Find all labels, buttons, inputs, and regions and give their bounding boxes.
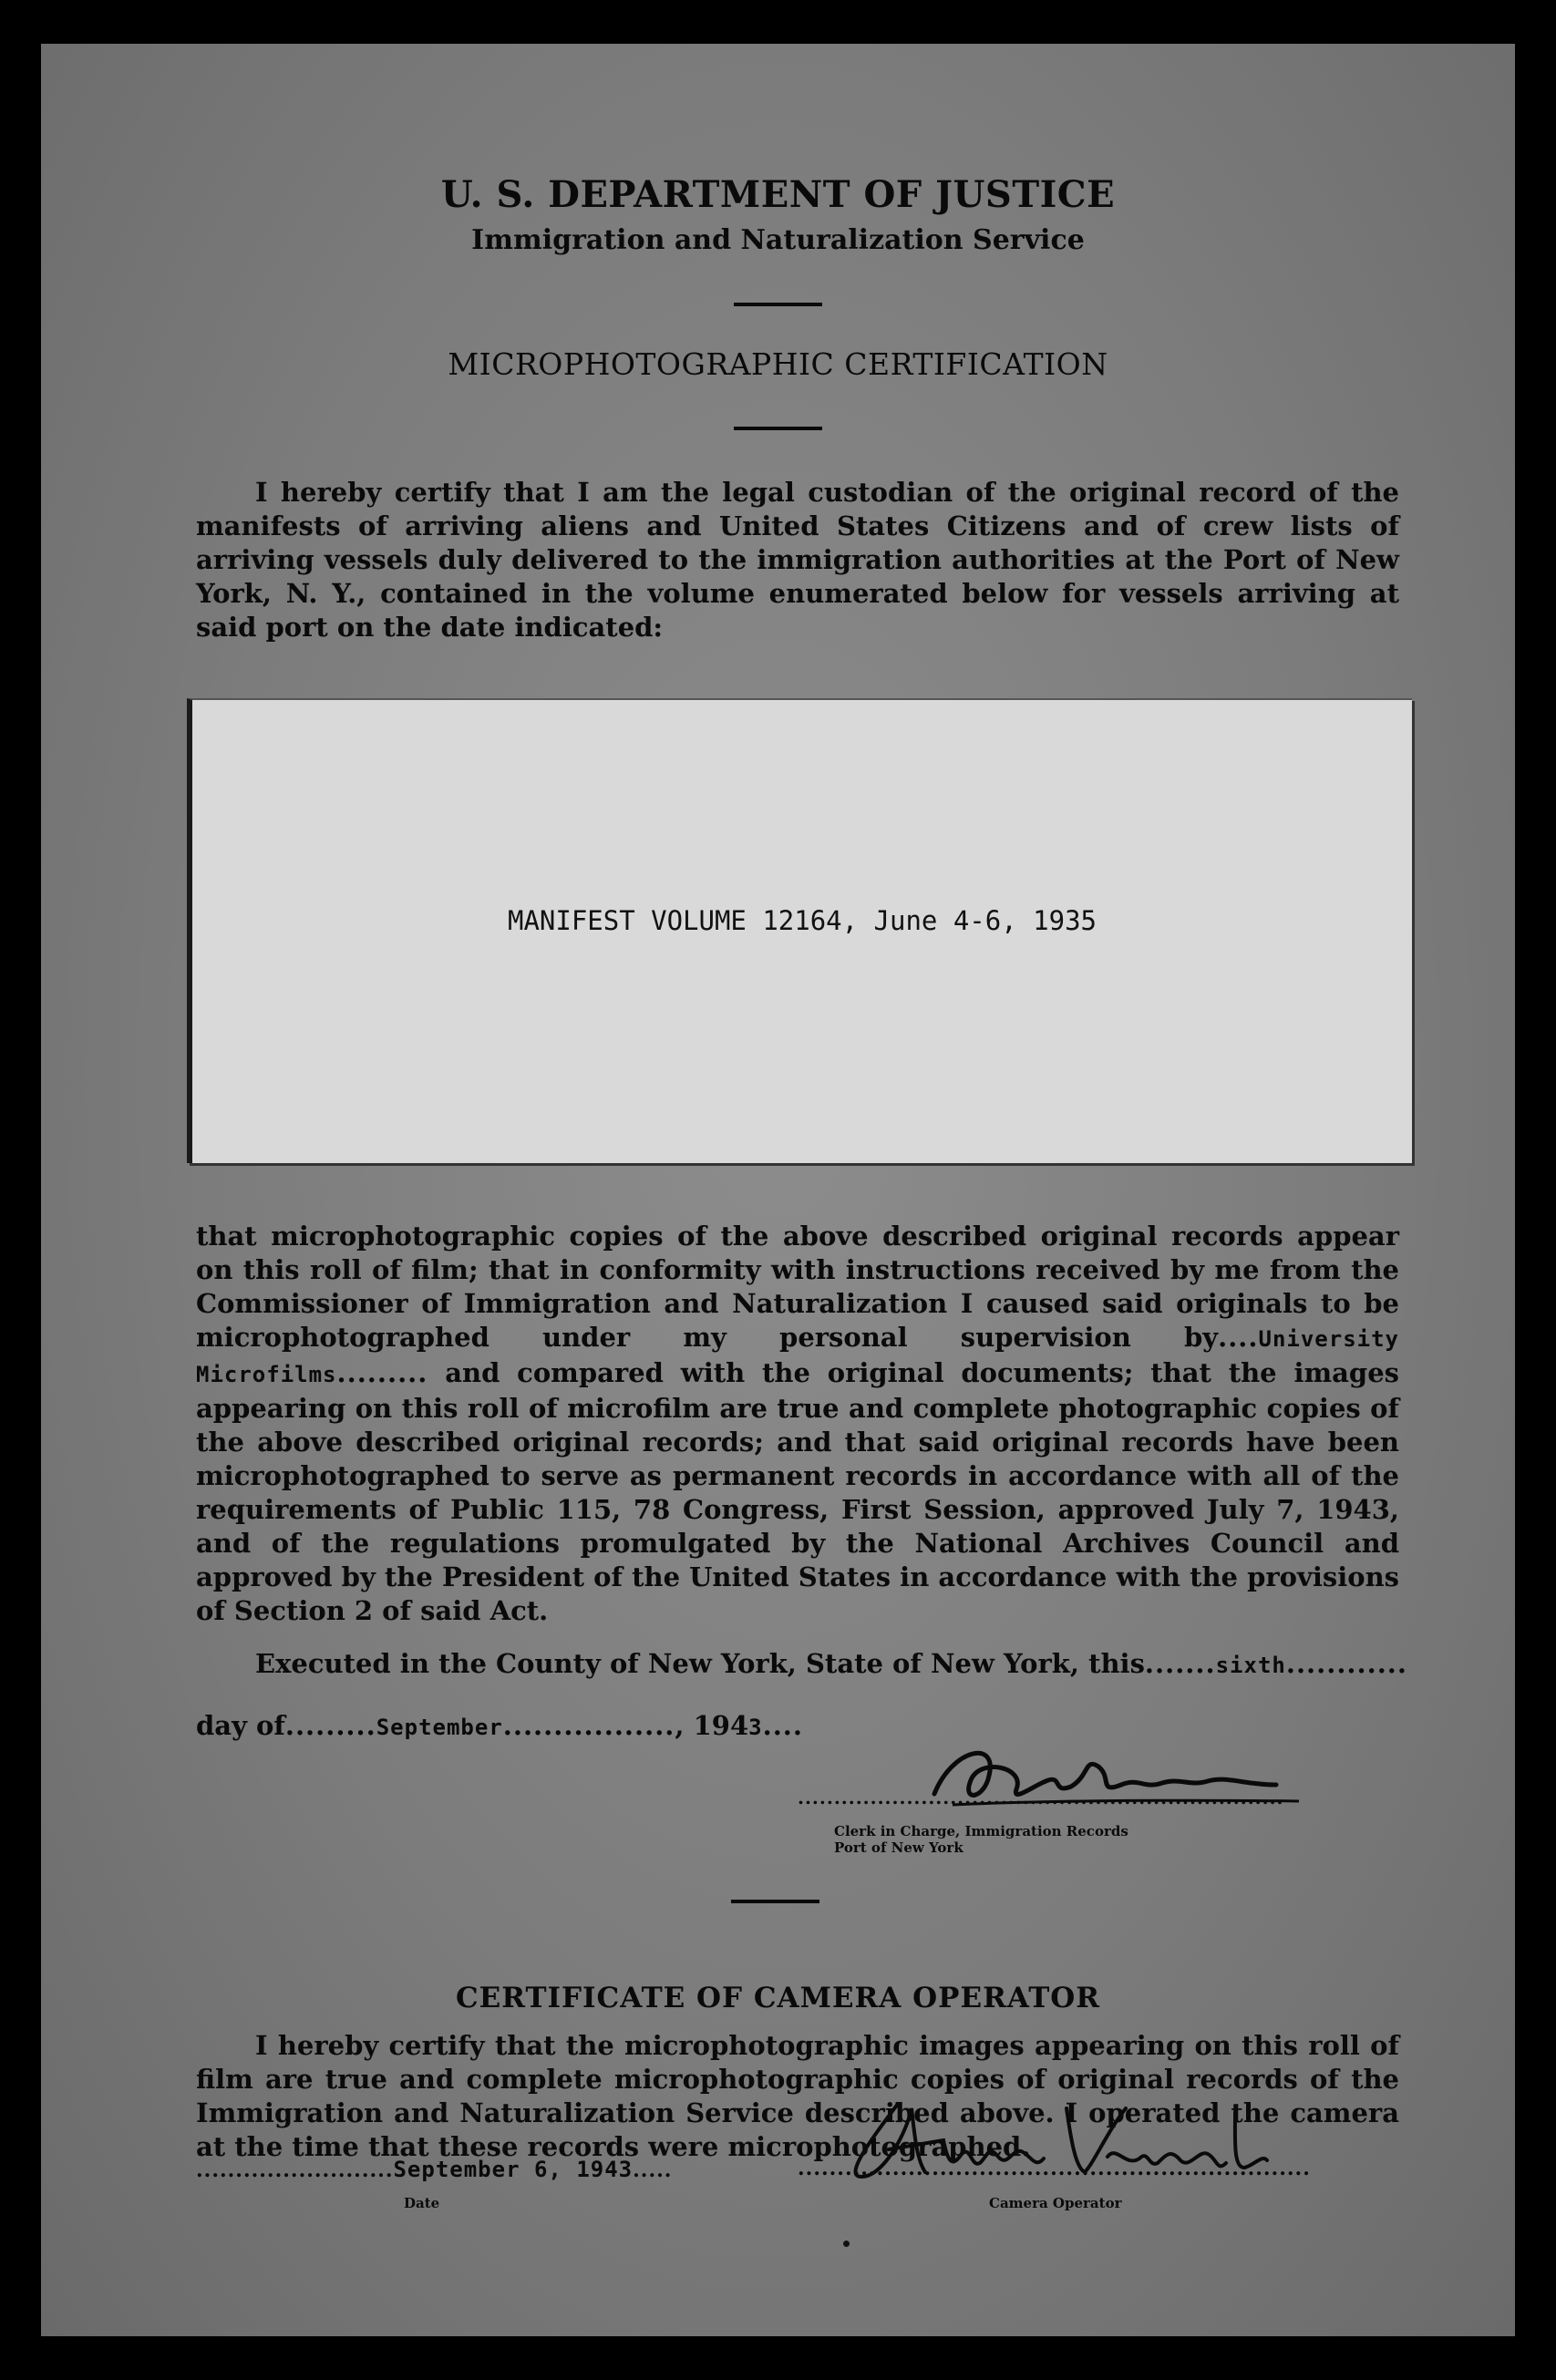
body-paragraph: that microphotographic copies of the above described original records appear on this roll of film; that in conformity with instructions received by me from the Commissioner of Immigration and Naturalization I caused said originals to be microphotographed under my personal supervision by....University Microfilms......... and compared with the original documents; that the images appearing on this roll of microfilm are true and complete photographic copies of the above described original records; and that said original records have been microphotographed to serve as permanent records in accordance with all of the requirements of Public 115, 78 Congress, First Session, approved July 7, 1943, and of the regulations promulgated by the National Archives Council and approved by the President of the United States in accordance with the provisions of Section 2 of said Act. — [196, 1221, 1399, 1626]
execution-prefix: Executed in the County of New York, State of New York, this — [255, 1648, 1145, 1679]
divider — [734, 303, 822, 306]
filmed-by-value: University Microfilms — [196, 1326, 1399, 1387]
body-text-part2: and compared with the original documents; that the images appearing on this roll of microfilm are true and complete photographic copies of the above described original records; and that said original records have been microphotographed to serve as permanent records in accordance with all of the requirements of Public 115, 78 Congress, First Session, approved July 7, 1943, and of the regulations promulgated by the National Archives Council and approved by the President of the United States in accordance with the provisions of Section 2 of said Act. — [196, 1357, 1399, 1626]
divider — [731, 1900, 819, 1903]
department-heading: U. S. DEPARTMENT OF JUSTICE — [440, 173, 1116, 216]
execution-day: sixth — [1215, 1653, 1286, 1678]
document-title: MICROPHOTOGRAPHIC CERTIFICATION — [448, 346, 1108, 382]
volume-text: MANIFEST VOLUME 12164, June 4-6, 1935 — [507, 905, 1097, 936]
date-line: day of.........September................., 1943.... — [196, 1710, 803, 1741]
clerk-signature-line: ................................................................... — [798, 1787, 1284, 1808]
service-subheading: Immigration and Naturalization Service — [471, 224, 1085, 256]
camera-operator-signature — [834, 2086, 1272, 2195]
camera-operator-label: Camera Operator — [989, 2195, 1122, 2211]
camera-date-value: September 6, 1943 — [393, 2157, 634, 2182]
volume-card — [187, 698, 1412, 1163]
year-prefix: , 194 — [675, 1710, 749, 1741]
clerk-caption — [834, 1823, 1128, 1856]
clerk-title: Clerk in Charge, Immigration Records — [834, 1823, 1128, 1839]
punch-dot — [843, 2241, 850, 2247]
body-text-part1: that microphotographic copies of the above described original records appear on this roll of film; that in conformity with instructions received by me from the Commissioner of Immigration and Naturalization I caused said originals to be microphotographed under my personal supervision by — [196, 1221, 1399, 1353]
camera-date-line: .........................September 6, 1943..... — [196, 2157, 673, 2182]
year-digit: 3 — [748, 1715, 763, 1740]
execution-month: September — [376, 1715, 503, 1740]
clerk-location: Port of New York — [834, 1839, 963, 1856]
intro-text: I hereby certify that I am the legal custodian of the original record of the manifests of arriving aliens and United States Citizens and of crew lists of arriving vessels duly delivered to the immigration authorities at the Port of New York, N. Y., contained in the volume enumerated below for vessels arriving at said port on the date indicated: — [196, 477, 1399, 643]
camera-certificate-title: CERTIFICATE OF CAMERA OPERATOR — [455, 1982, 1101, 2014]
day-of-label: day of — [196, 1710, 285, 1741]
date-label: Date — [404, 2195, 440, 2211]
clerk-signature — [916, 1730, 1317, 1830]
certificate-sheet — [41, 44, 1515, 2336]
intro-paragraph — [196, 476, 1399, 644]
divider — [734, 427, 822, 430]
execution-line: Executed in the County of New York, State of New York, this.......sixth............ — [255, 1648, 1407, 1679]
camera-operator-line: ................................................................. — [798, 2157, 1311, 2180]
camera-certificate-text: I hereby certify that the microphotographic images appearing on this roll of film are true and complete microphotographic copies of original records of the Immigration and Naturalization Service described above. I operated the camera at the time that these records were microphotographed. — [196, 2030, 1399, 2162]
